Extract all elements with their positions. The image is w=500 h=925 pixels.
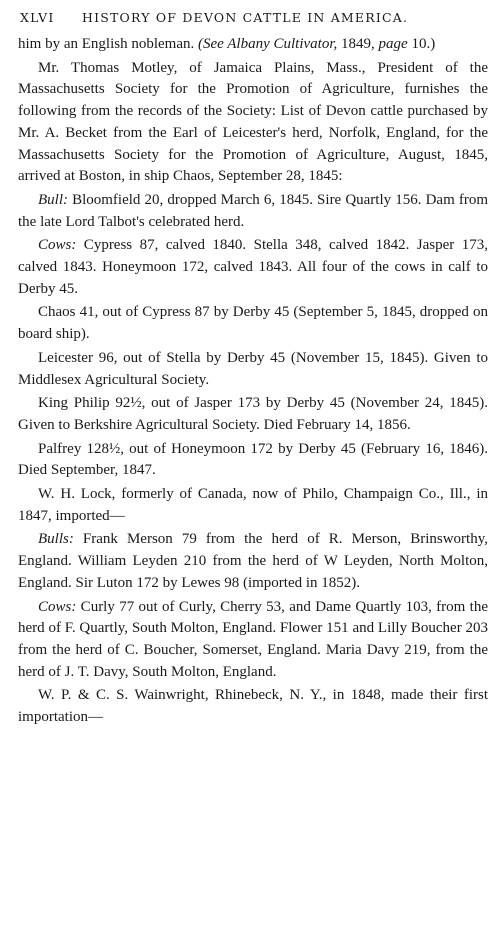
entry-label: Bulls:	[38, 531, 74, 548]
paragraph-bulls	[18, 529, 488, 594]
entry-label: Bull:	[38, 191, 68, 208]
citation: (See Albany Cultivator,	[197, 36, 342, 52]
entry-label: Cows:	[38, 237, 77, 254]
paragraph-bull	[18, 190, 488, 233]
paragraph-king-philip	[18, 393, 488, 436]
paragraph-text: him by an English nobleman.	[18, 36, 198, 52]
running-header	[20, 10, 488, 34]
paragraph-leicester	[18, 348, 488, 391]
paragraph-text: Mr. Thomas Motley, of Jamaica Plains, Mass., President of the Massachusetts Society for the Promotion of Agriculture, furnishes the following from the records of the Society: List of Devon cattle purchased by Mr. A. Becket from the Earl of Leicester's herd, Norfolk, England, for the Massachusetts Society for the Promotion of Agriculture, August, 1845, arrived at Boston, in ship Chaos, September 28, 1845:	[18, 59, 488, 185]
paragraph-cows-lock	[18, 597, 488, 684]
paragraph-text: Curly 77 out of Curly, Cherry 53, and Dame Quartly 103, from the herd of F. Quartly, South Molton, England. Flower 151 and Lilly Boucher 203 from the herd of C. Boucher, Somerset, England. Maria Davy 219, from the herd of J. T. Davy, South Molton, England.	[18, 598, 488, 680]
paragraph-text: W. H. Lock, formerly of Canada, now of Philo, Champaign Co., Ill., in 1847, imported—	[18, 486, 488, 524]
citation-page-label: page	[378, 36, 412, 52]
book-page	[18, 10, 488, 731]
paragraph-text: Bloomfield 20, dropped March 6, 1845. Sire Quartly 156. Dam from the late Lord Talbot's celebrated herd.	[18, 191, 488, 230]
page-body	[18, 34, 488, 729]
paragraph-motley	[18, 58, 488, 188]
running-title: HISTORY OF DEVON CATTLE IN AMERICA.	[82, 10, 409, 25]
citation-year: 1849,	[341, 36, 379, 52]
paragraph-text: Palfrey 128½, out of Honeymoon 172 by Derby 45 (February 16, 1846). Died September, 1847.	[18, 440, 488, 479]
paragraph-palfrey	[18, 439, 488, 482]
paragraph-text: W. P. & C. S. Wainwright, Rhinebeck, N. Y., in 1848, made their first importation—	[18, 687, 488, 726]
paragraph-lock	[18, 484, 488, 527]
entry-label: Cows:	[38, 598, 77, 615]
paragraph-text: Frank Merson 79 from the herd of R. Merson, Brinsworthy, England. William Leyden 210 from the herd of W Leyden, North Molton, England. Sir Luton 172 by Lewes 98 (imported in 1852).	[18, 531, 488, 591]
paragraph-text: Chaos 41, out of Cypress 87 by Derby 45 (September 5, 1845, dropped on board ship).	[18, 304, 488, 343]
paragraph-chaos	[18, 302, 488, 345]
page-number: XLVI	[20, 10, 55, 25]
paragraph-cows	[18, 235, 488, 300]
paragraph-text: Leicester 96, out of Stella by Derby 45 (November 15, 1845). Given to Middlesex Agricultural Society.	[18, 349, 488, 388]
paragraph-text: Cypress 87, calved 1840. Stella 348, calved 1842. Jasper 173, calved 1843. Honeymoon 172, calved 1843. All four of the cows in calf to Derby 45.	[18, 237, 488, 297]
paragraph-continuation	[18, 34, 488, 56]
paragraph-text: King Philip 92½, out of Jasper 173 by Derby 45 (November 24, 1845). Given to Berkshire Agricultural Society. Died February 14, 1856.	[18, 395, 488, 433]
citation-page: 10.)	[411, 36, 436, 52]
paragraph-wainwright	[18, 685, 488, 728]
